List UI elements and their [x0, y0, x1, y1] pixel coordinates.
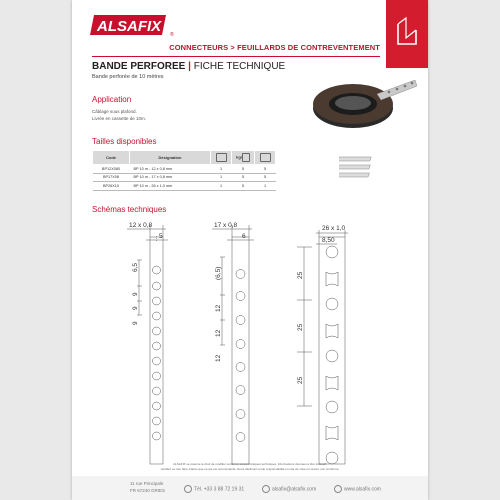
column-header-code: Code [93, 151, 130, 165]
technical-drawings [72, 0, 428, 470]
cell-value: 1 [211, 173, 232, 182]
company-address [130, 480, 165, 494]
cell-value: 5 [255, 173, 276, 182]
email-address[interactable]: alsafix@alsafix.com [272, 486, 317, 493]
breadcrumb: CONNECTEURS > FEUILLARDS DE CONTREVENTEMENT [169, 43, 380, 52]
title-bold: BANDE PERFOREE [92, 61, 186, 72]
cell-value: 1 [211, 165, 232, 174]
website-url[interactable]: www.alsafix.com [344, 486, 381, 493]
legal-line: Veuillez ne rien faire d'autre que ce qui est recommandé. Nous déclinons toute responsabilité en cas de mise en œuvre non conforme. [160, 466, 340, 471]
sizes-heading: Tailles disponibles [92, 137, 157, 146]
cell-designation: BP 10 m - 12 x 0,8 mm [130, 165, 211, 174]
address-line: 11 rue Principale [130, 481, 164, 486]
registered-mark: ® [170, 32, 174, 38]
application-line: Livrée en cassette de 10m. [92, 116, 147, 121]
technical-sheet [72, 0, 428, 500]
cell-code: BP26X10 [93, 182, 130, 191]
dimension-pitch-1: 9 [132, 306, 139, 310]
application-heading: Application [92, 95, 132, 104]
legal-line: ALSAFIX se réserve le droit de modifier certaines caractéristiques techniques. Informations données à titre indicatif. [173, 462, 327, 466]
cell-designation: BP 10 m - 26 x 1,0 mm [130, 182, 211, 191]
dimension-inner-1: 5 [159, 233, 163, 240]
dimension-pitch-3: 25 [297, 376, 304, 384]
strip-outline-2 [232, 237, 249, 464]
dimension-width-3: 26 x 1,0 [322, 225, 346, 232]
cell-code: BP17X08 [93, 173, 130, 182]
cell-value: 1 [211, 182, 232, 191]
strip-outline-1 [150, 237, 163, 464]
legal-notice [72, 462, 428, 471]
title-separator: | [188, 61, 191, 72]
dimension-pitch-2: 12 [215, 304, 222, 312]
column-header-designation: Désignation [130, 151, 211, 165]
dimension-width-1: 12 x 0,8 [129, 222, 153, 229]
column-header-weight: kg/ [232, 151, 255, 165]
phone-icon [184, 485, 192, 493]
dimension-inner-2: 6 [242, 233, 246, 240]
schematics-heading: Schémas techniques [92, 205, 167, 214]
cell-value: 5 [255, 165, 276, 174]
phone-number: Tél. +33 3 88 72 19 31 [194, 486, 245, 493]
footer [72, 476, 428, 500]
phone-contact [184, 485, 244, 493]
dimension-pitch-2: 12 [215, 354, 222, 362]
title-light: FICHE TECHNIQUE [193, 61, 286, 72]
website-contact[interactable] [334, 485, 381, 493]
strip-outline-3 [319, 237, 345, 464]
dimension-pitch-3: 25 [297, 271, 304, 279]
address-line: FR 67240 GRIES [130, 488, 166, 493]
page-subtitle: Bande perforée de 10 mètres [92, 74, 164, 80]
email-contact[interactable] [262, 485, 316, 493]
dimension-pitch-1: 6,5 [132, 262, 139, 272]
cell-designation: BP 10 m - 17 x 0,8 mm [130, 173, 211, 182]
cell-value: 5 [232, 173, 255, 182]
cell-code: BP12X080 [93, 165, 130, 174]
application-line: Câblage sous plafond. [92, 109, 137, 114]
dimension-pitch-1: 9 [132, 321, 139, 325]
cell-value: 1 [255, 182, 276, 191]
dimension-pitch-2: (6,5) [215, 266, 222, 280]
email-icon [262, 485, 270, 493]
globe-icon [334, 485, 342, 493]
dimension-inner-3: 8,50 [322, 237, 335, 244]
svg-text:ALSAFIX: ALSAFIX [97, 18, 162, 35]
dimension-pitch-3: 25 [297, 323, 304, 331]
dimension-width-2: 17 x 0,8 [214, 222, 238, 229]
dimension-pitch-1: 9 [132, 292, 139, 296]
cell-value: 5 [232, 182, 255, 191]
cell-value: 5 [232, 165, 255, 174]
dimension-pitch-2: 12 [215, 329, 222, 337]
